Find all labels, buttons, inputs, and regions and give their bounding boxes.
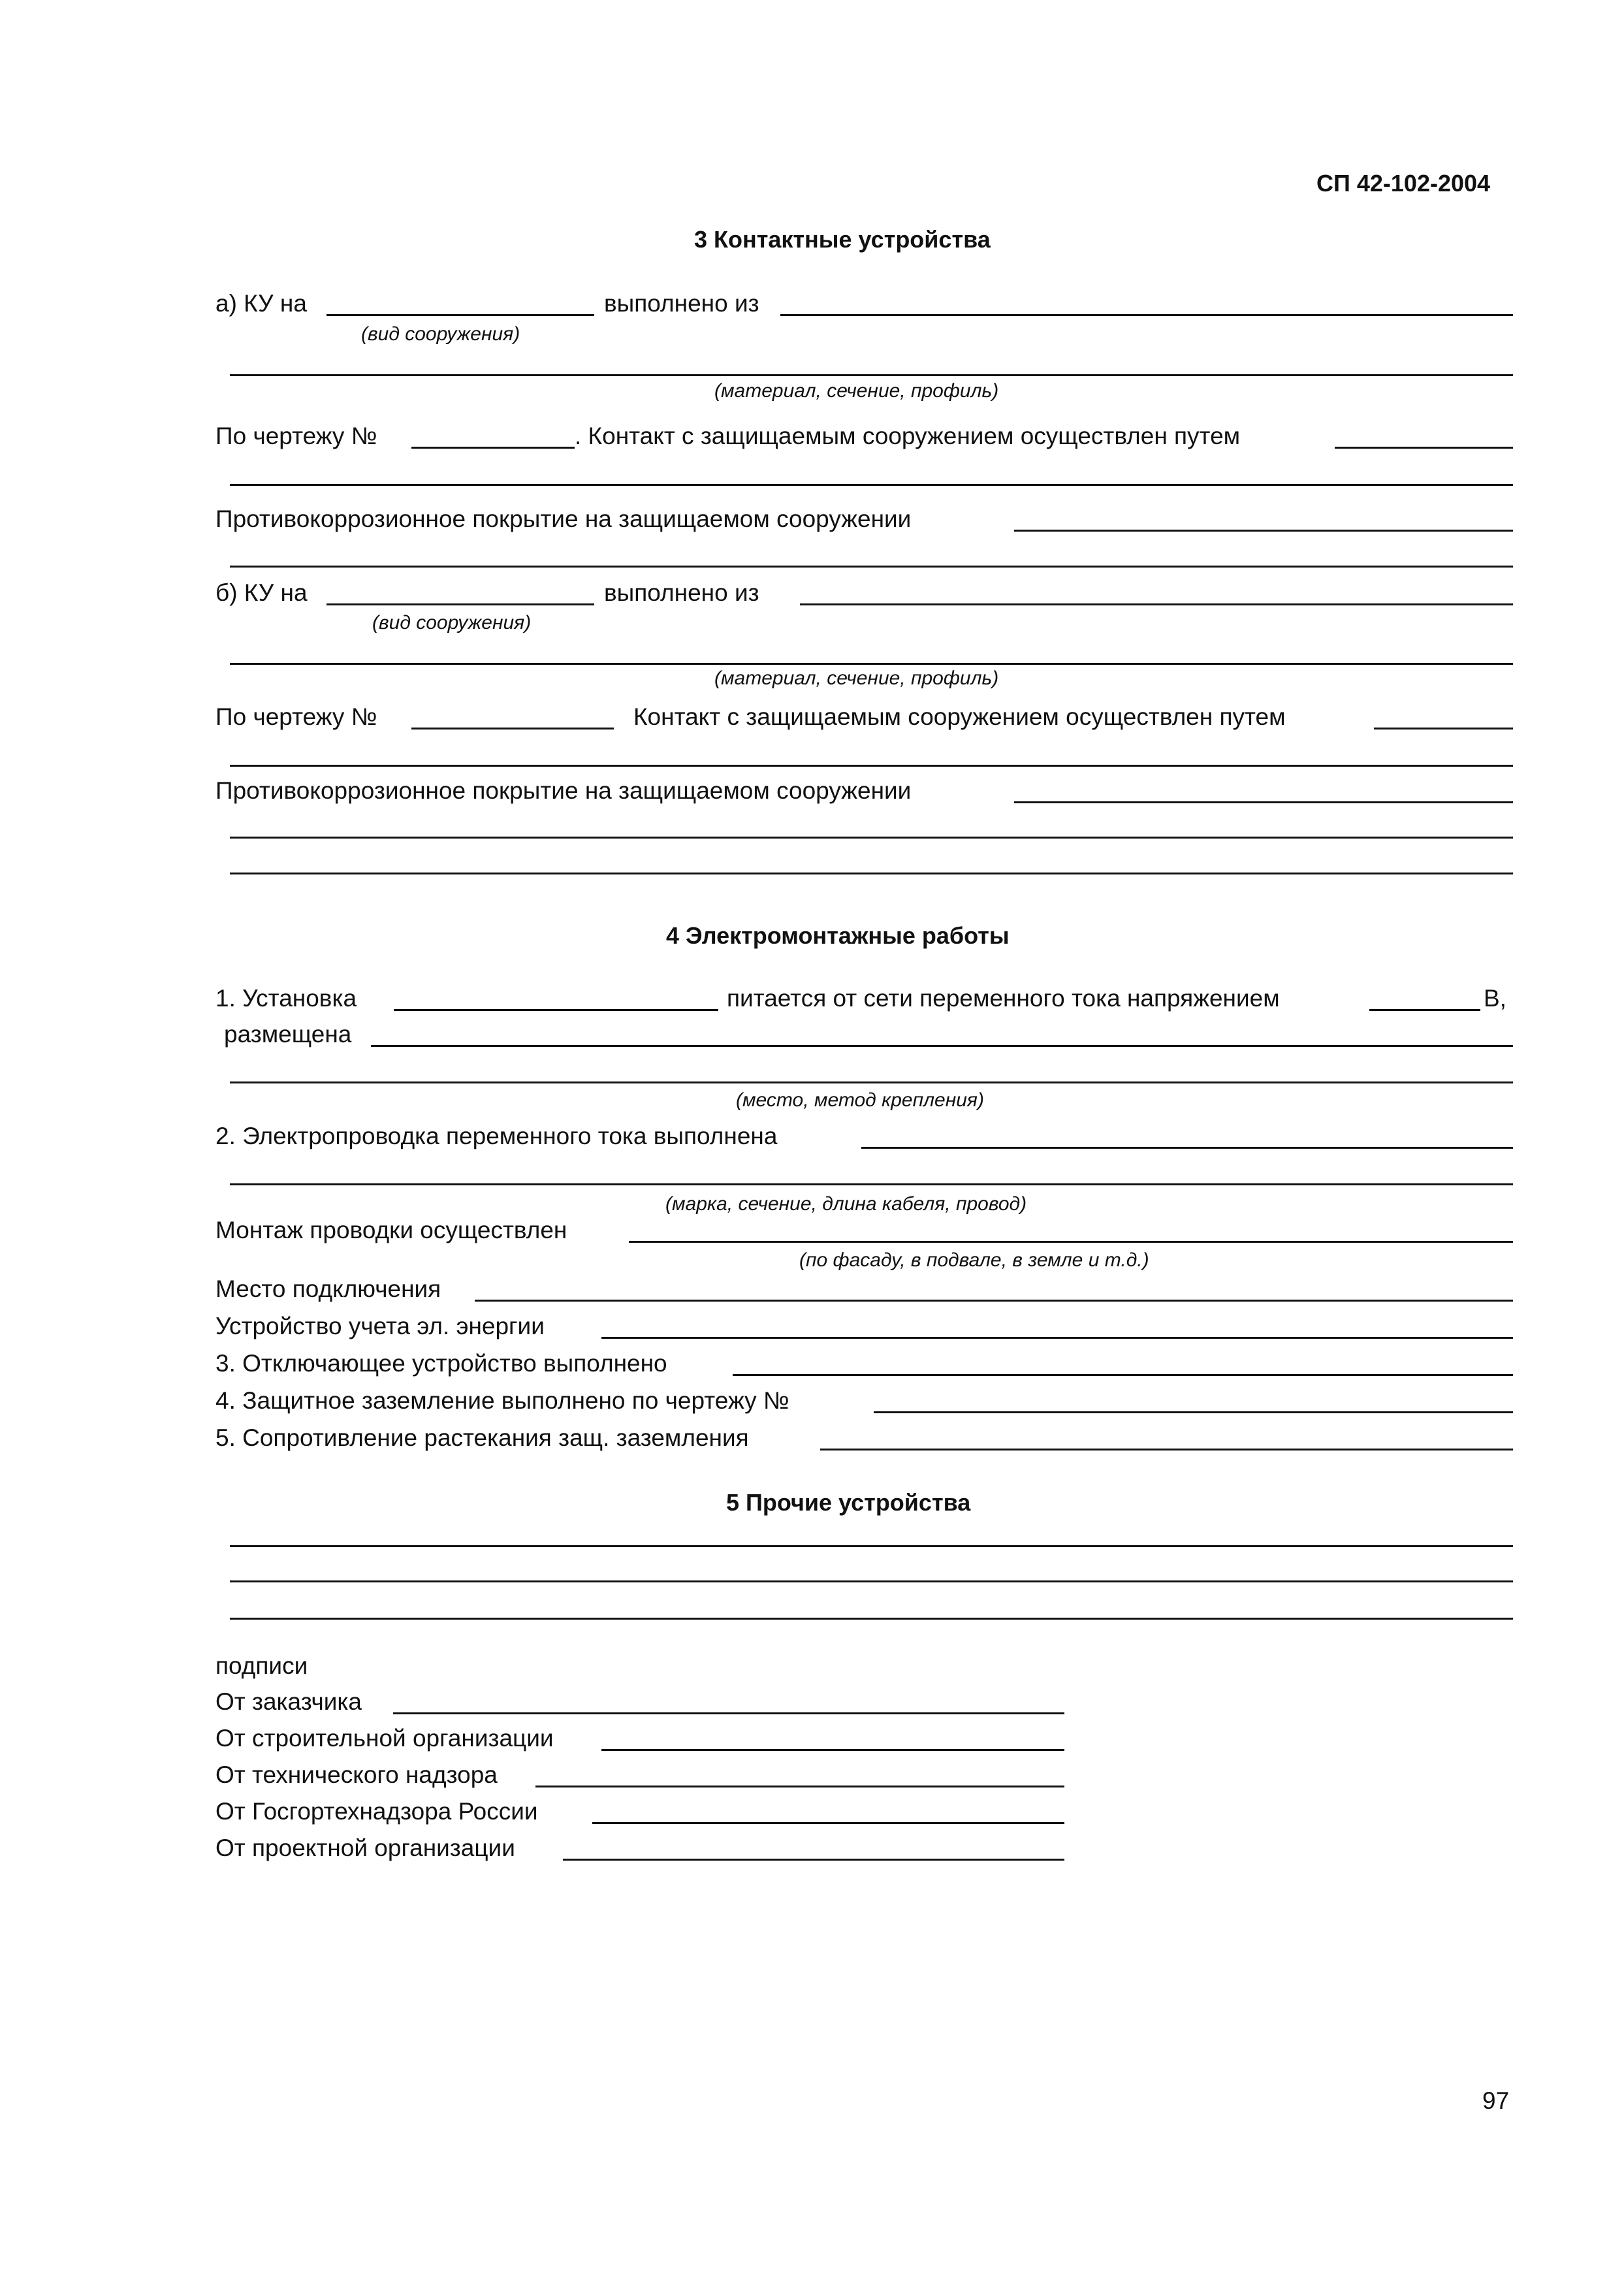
wiring-field[interactable] xyxy=(861,1147,1513,1149)
voltage-field[interactable] xyxy=(1369,1009,1480,1011)
disconnect-label: 3. Отключающее устройство выполнено xyxy=(215,1350,667,1377)
installation-field[interactable] xyxy=(394,1009,718,1011)
ku-a-structure-field[interactable] xyxy=(326,314,594,316)
caption-mounting: (по фасаду, в подвале, в земле и т.д.) xyxy=(799,1249,1149,1271)
signature-supervision-label: От технического надзора xyxy=(215,1761,498,1788)
signature-builder-field[interactable] xyxy=(601,1749,1064,1751)
resistance-label: 5. Сопротивление растекания защ. заземления xyxy=(215,1424,749,1451)
coating-b-label: Противокоррозионное покрытие на защищаемом сооружении xyxy=(215,777,912,804)
signature-customer-label: От заказчика xyxy=(215,1688,362,1715)
caption-structure-type: (вид сооружения) xyxy=(372,612,532,633)
disconnect-field[interactable] xyxy=(733,1374,1513,1376)
meter-label: Устройство учета эл. энергии xyxy=(215,1313,545,1339)
other-devices-field[interactable] xyxy=(230,1545,1513,1547)
page-number: 97 xyxy=(1482,2087,1510,2114)
ku-a-coating-field[interactable] xyxy=(1014,530,1513,532)
contact-a-label: . Контакт с защищаемым сооружением осуществлен путем xyxy=(575,423,1241,449)
ku-a-coating-field-2[interactable] xyxy=(230,566,1513,568)
ku-b-drawing-field[interactable] xyxy=(411,728,614,729)
ku-b-label: б) КУ на xyxy=(215,579,308,606)
signature-builder-label: От строительной организации xyxy=(215,1725,554,1752)
ku-a-made-of-field[interactable] xyxy=(780,314,1513,316)
ku-b-contact-field-2[interactable] xyxy=(230,765,1513,767)
caption-structure-type: (вид сооружения) xyxy=(361,323,520,345)
other-devices-field-3[interactable] xyxy=(230,1618,1513,1620)
coating-a-label: Противокоррозионное покрытие на защищаемом сооружении xyxy=(215,505,912,532)
wiring-field-2[interactable] xyxy=(230,1183,1513,1185)
drawing-no-label: По чертежу № xyxy=(215,703,377,730)
grounding-field[interactable] xyxy=(874,1411,1513,1413)
placement-field[interactable] xyxy=(371,1045,1513,1047)
resistance-field[interactable] xyxy=(820,1449,1513,1450)
ku-b-coating-field-2[interactable] xyxy=(230,837,1513,839)
ku-a-made-of-label: выполнено из xyxy=(604,290,759,317)
caption-material: (материал, сечение, профиль) xyxy=(714,667,999,689)
ku-b-made-of-label: выполнено из xyxy=(604,579,759,606)
ku-b-made-of-field[interactable] xyxy=(800,603,1513,605)
mounting-field[interactable] xyxy=(629,1241,1513,1243)
ku-b-material-field[interactable] xyxy=(230,663,1513,665)
signature-supervision-field[interactable] xyxy=(535,1786,1064,1787)
signature-gosgortekhnadzor-field[interactable] xyxy=(592,1822,1064,1824)
signatures-heading: подписи xyxy=(215,1652,308,1679)
ku-a-material-field[interactable] xyxy=(230,374,1513,376)
voltage-unit: В, xyxy=(1484,985,1506,1012)
other-devices-field-2[interactable] xyxy=(230,1580,1513,1582)
placed-label: размещена xyxy=(224,1021,352,1048)
caption-cable: (марка, сечение, длина кабеля, провод) xyxy=(665,1193,1027,1215)
ku-b-coating-field[interactable] xyxy=(1014,801,1513,803)
drawing-no-label: По чертежу № xyxy=(215,423,377,449)
mounting-label: Монтаж проводки осуществлен xyxy=(215,1217,567,1243)
caption-material: (материал, сечение, профиль) xyxy=(714,380,999,402)
connection-field[interactable] xyxy=(475,1300,1513,1302)
ku-b-structure-field[interactable] xyxy=(326,603,594,605)
signature-customer-field[interactable] xyxy=(393,1712,1064,1714)
connection-label: Место подключения xyxy=(215,1275,441,1302)
grounding-label: 4. Защитное заземление выполнено по чертежу № xyxy=(215,1387,789,1414)
ku-a-drawing-field[interactable] xyxy=(411,447,575,449)
signature-designer-label: От проектной организации xyxy=(215,1834,515,1861)
signature-designer-field[interactable] xyxy=(563,1859,1064,1861)
caption-place: (место, метод крепления) xyxy=(736,1089,984,1111)
contact-b-label: Контакт с защищаемым сооружением осуществлен путем xyxy=(633,703,1286,730)
ku-b-contact-field[interactable] xyxy=(1374,728,1513,729)
section-3-title: 3 Контактные устройства xyxy=(694,226,991,253)
meter-field[interactable] xyxy=(601,1337,1513,1339)
document-code: СП 42-102-2004 xyxy=(1316,170,1491,197)
ku-b-coating-field-3[interactable] xyxy=(230,873,1513,874)
ku-a-contact-field[interactable] xyxy=(1335,447,1513,449)
section-4-title: 4 Электромонтажные работы xyxy=(666,922,1010,949)
ku-a-label: а) КУ на xyxy=(215,290,307,317)
installation-powered-label: питается от сети переменного тока напряжением xyxy=(727,985,1280,1012)
installation-label: 1. Установка xyxy=(215,985,357,1012)
signature-gosgortekhnadzor-label: От Госгортехнадзора России xyxy=(215,1798,538,1825)
section-5-title: 5 Прочие устройства xyxy=(726,1489,971,1516)
wiring-label: 2. Электропроводка переменного тока выполнена xyxy=(215,1123,778,1149)
ku-a-contact-field-2[interactable] xyxy=(230,484,1513,486)
placement-field-2[interactable] xyxy=(230,1081,1513,1083)
